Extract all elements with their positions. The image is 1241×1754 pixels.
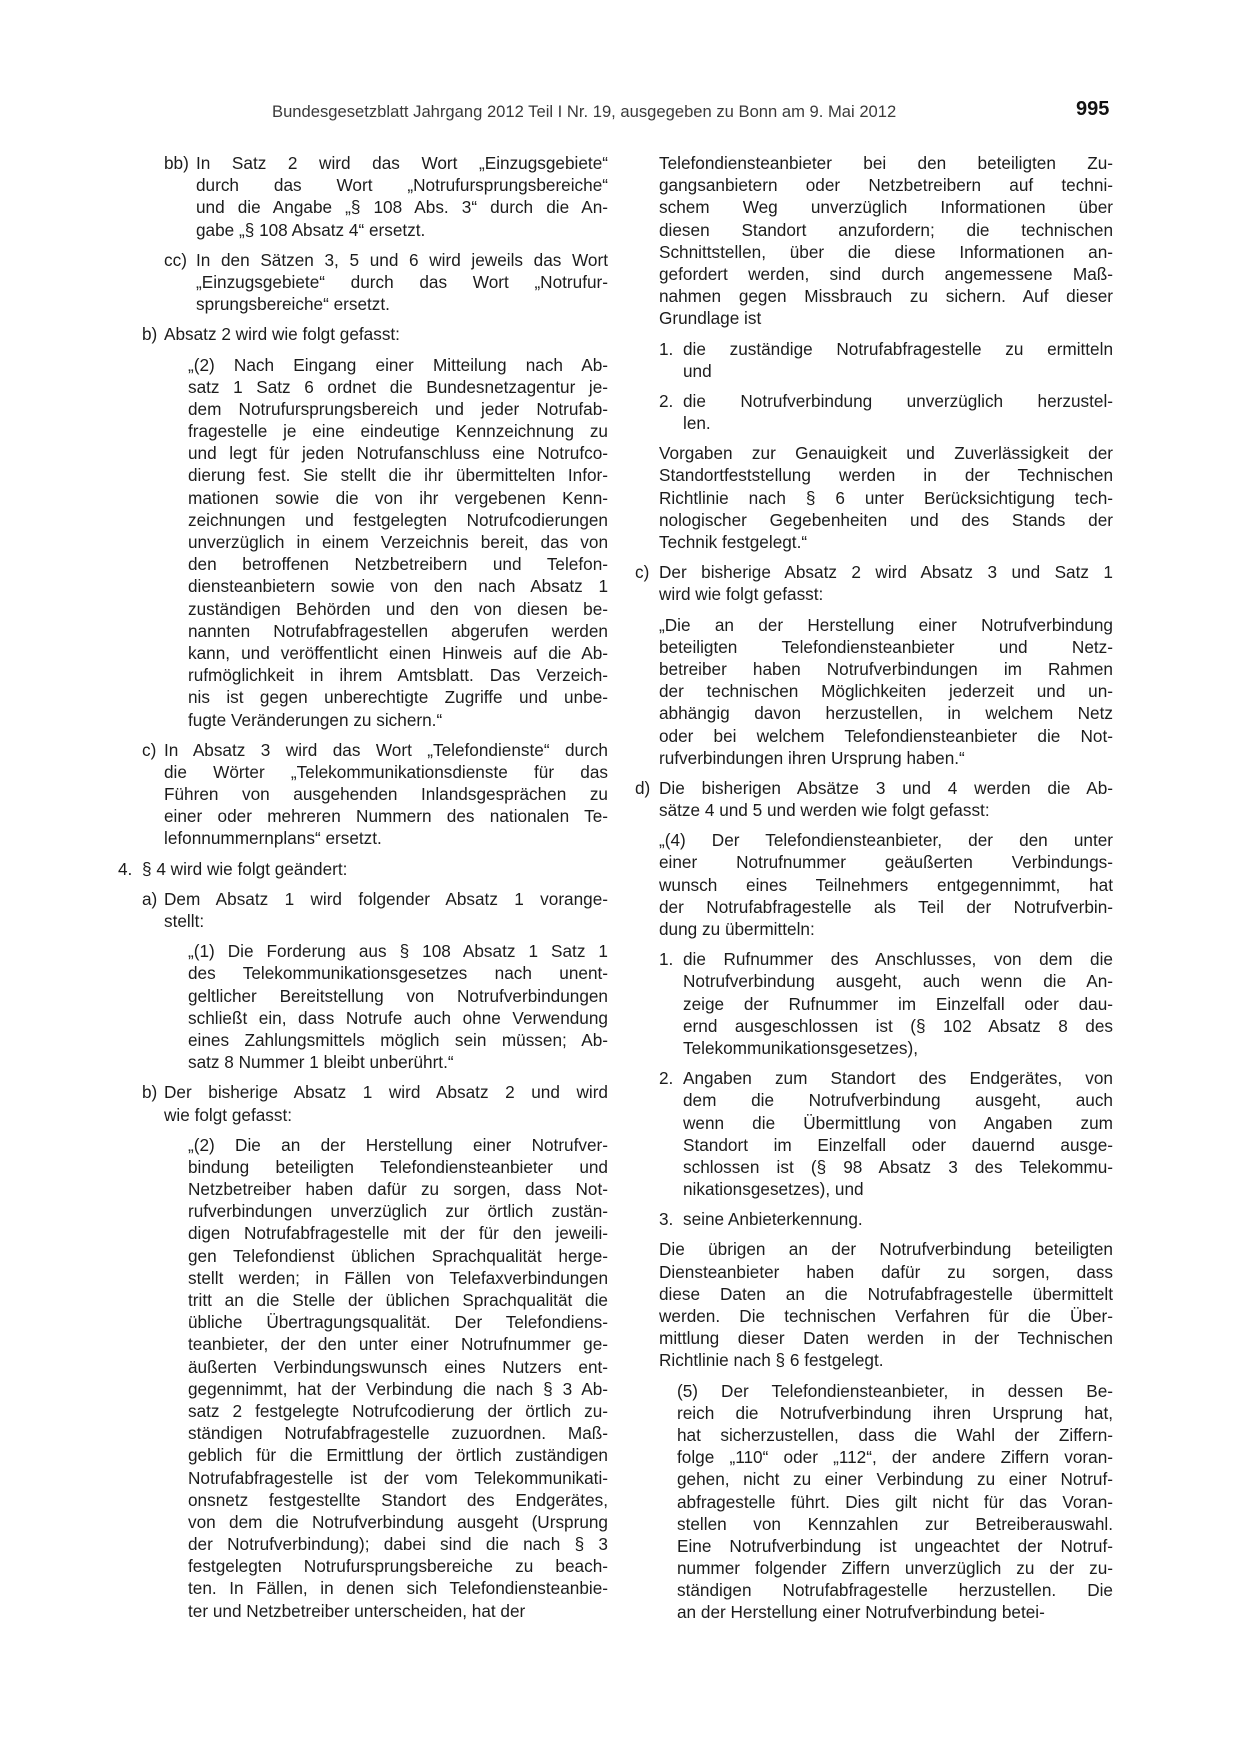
text-line: des Telekommunikationsgesetzes nach unent- xyxy=(188,963,608,984)
text-line: und legt für jeden Notrufanschluss eine Notrufco- xyxy=(188,443,608,464)
text-line: einer oder mehreren Nummern des nationalen Te- xyxy=(164,806,608,827)
text-line: Der bisherige Absatz 1 wird Absatz 2 und wird xyxy=(164,1082,608,1103)
text-line: der technischen Möglichkeiten jederzeit und un- xyxy=(659,681,1113,702)
text-line: Führen von ausgehenden Inlandsgesprächen zu xyxy=(164,784,608,805)
text-line: Dem Absatz 1 wird folgender Absatz 1 vorange- xyxy=(164,888,608,909)
enumerated-item xyxy=(659,1067,1113,1200)
text-line: § 4 wird wie folgt geändert: xyxy=(142,858,348,879)
enumerated-item xyxy=(132,739,608,850)
text-line: digen Notrufabfragestelle mit der für den jeweili- xyxy=(188,1223,608,1244)
text-line: onsnetz festgestellte Standort des Endgerätes, xyxy=(188,1489,608,1510)
text-line: Richtlinie nach § 6 unter Berücksichtigung tech- xyxy=(659,487,1113,508)
text-line: Standort im Einzelfall oder dauernd ausge- xyxy=(683,1134,1113,1155)
text-line: den betroffenen Netzbetreibern und Telefon- xyxy=(188,554,608,575)
text-line: Vorgaben zur Genauigkeit und Zuverlässigkeit der xyxy=(659,443,1113,464)
text-line: wie folgt gefasst: xyxy=(164,1104,293,1125)
item-label: a) xyxy=(142,888,158,909)
text-line: gefordert werden, sind durch angemessene Maß- xyxy=(659,263,1113,284)
item-label: c) xyxy=(142,739,157,760)
text-line: rufverbindungen unverzüglich zur örtlich zustän- xyxy=(188,1201,608,1222)
text-line: „(2) Nach Eingang einer Mitteilung nach Ab- xyxy=(188,354,608,375)
item-label: b) xyxy=(142,324,158,345)
text-line: rufmöglichkeit in ihrem Amtsblatt. Das Verzeich- xyxy=(188,665,608,686)
text-line: Notrufabfragestelle ist der vom Telekommunikati- xyxy=(188,1467,608,1488)
text-line: (5) Der Telefondiensteanbieter, in dessen Be- xyxy=(677,1380,1113,1401)
text-line: In den Sätzen 3, 5 und 6 wird jeweils das Wort xyxy=(196,249,608,270)
text-line: Standortfeststellung werden in der Technischen xyxy=(659,465,1113,486)
text-line: gegennimmt, hat der Verbindung die nach § 3 Ab- xyxy=(188,1378,608,1399)
text-line: gen Telefondienst üblichen Sprachqualität herge- xyxy=(188,1245,608,1266)
text-line: wird wie folgt gefasst: xyxy=(659,584,824,605)
text-line: Telekommunikationsgesetzes), xyxy=(683,1037,919,1058)
text-line: die zuständige Notrufabfragestelle zu ermitteln xyxy=(683,338,1113,359)
text-line: ernd ausgeschlossen ist (§ 102 Absatz 8 des xyxy=(683,1015,1113,1036)
text-line: len. xyxy=(683,413,711,434)
text-line: Die übrigen an der Notrufverbindung beteiligten xyxy=(659,1239,1113,1260)
text-line: ständigen Notrufabfragestelle zuzuordnen. Maß- xyxy=(188,1423,608,1444)
text-line: „(1) Die Forderung aus § 108 Absatz 1 Satz 1 xyxy=(188,941,608,962)
text-line: äußerten Verbindungswunsch eines Nutzers ent- xyxy=(188,1356,608,1377)
text-line: stellen von Kennzahlen zur Betreiberauswahl. xyxy=(677,1513,1113,1534)
text-line: Netzbetreiber haben dafür zu sorgen, dass Not- xyxy=(188,1179,608,1200)
text-line: betreiber haben Notrufverbindungen im Rahmen xyxy=(659,658,1113,679)
text-line: nannten Notrufabfragestellen abgerufen werden xyxy=(188,620,608,641)
text-line: festgelegten Notrufursprungsbereiche zu beach- xyxy=(188,1556,608,1577)
text-line: kann, und veröffentlicht einen Hinweis auf die Ab- xyxy=(188,642,608,663)
item-label: 2. xyxy=(659,1068,674,1089)
text-line: Technik festgelegt.“ xyxy=(659,532,808,552)
text-line: wunsch eines Teilnehmers entgegennimmt, hat xyxy=(659,874,1113,895)
paragraph xyxy=(659,152,1113,330)
text-line: dem Notrufursprungsbereich und jeder Notrufab- xyxy=(188,398,608,419)
page-number: 995 xyxy=(1076,98,1110,120)
item-label: 4. xyxy=(118,858,133,879)
text-line: gabe „§ 108 Absatz 4“ ersetzt. xyxy=(196,219,426,240)
enumerated-item xyxy=(132,249,608,316)
text-line: hat sicherzustellen, dass die Wahl der Ziffern- xyxy=(677,1424,1113,1445)
text-line: ter und Netzbetreiber unterscheiden, hat der xyxy=(188,1600,526,1621)
item-label: bb) xyxy=(164,153,189,173)
text-line: geltlicher Bereitstellung von Notrufverbindungen xyxy=(188,985,608,1006)
left-text-column xyxy=(118,152,608,1630)
text-line: folge „110“ oder „112“, der andere Ziffern voran- xyxy=(677,1447,1113,1468)
text-line: der Notrufverbindung); dabei sind die nach § 3 xyxy=(188,1534,608,1555)
text-line: abfragestelle führt. Dies gilt nicht für das Voran- xyxy=(677,1491,1113,1512)
text-line: In Satz 2 wird das Wort „Einzugsgebiete“ xyxy=(196,153,608,173)
text-line: von dem die Notrufverbindung ausgeht (Ursprung xyxy=(188,1511,608,1532)
text-line: an der Herstellung einer Notrufverbindung betei- xyxy=(677,1602,1045,1623)
text-line: nis ist gegen unberechtigte Zugriffe und unbe- xyxy=(188,687,608,708)
text-line: Diensteanbieter haben dafür zu sorgen, dass xyxy=(659,1261,1113,1282)
text-line: schließt ein, dass Notrufe auch ohne Verwendung xyxy=(188,1007,608,1028)
enumerated-item xyxy=(659,948,1113,1059)
text-line: diesen Standort anzufordern; die technischen xyxy=(659,219,1113,240)
paragraph xyxy=(132,354,608,731)
paragraph xyxy=(659,829,1113,940)
enumerated-item xyxy=(635,777,1113,821)
text-line: der Notrufabfragestelle als Teil der Notrufverbin- xyxy=(659,896,1113,917)
text-line: In Absatz 3 wird das Wort „Telefondienste“ durch xyxy=(164,739,608,760)
item-label: b) xyxy=(142,1082,158,1103)
text-line: diese Daten an die Notrufabfragestelle übermittelt xyxy=(659,1283,1113,1304)
text-line: gangsanbietern oder Netzbetreibern auf techni- xyxy=(659,175,1113,196)
text-line: und xyxy=(683,360,712,381)
text-line: eines Zahlungsmittels möglich sein müssen; Ab- xyxy=(188,1029,608,1050)
enumerated-item xyxy=(659,1208,1113,1230)
text-line: „(4) Der Telefondiensteanbieter, der den unter xyxy=(659,830,1113,851)
text-line: durch das Wort „Notrufursprungsbereiche“ xyxy=(196,175,608,196)
text-line: fragestelle je eine eindeutige Kennzeichnung zu xyxy=(188,421,608,442)
text-line: satz 1 Satz 6 ordnet die Bundesnetzagentur je- xyxy=(188,376,608,397)
text-line: stellt: xyxy=(164,911,205,931)
text-line: dierung fest. Sie stellt die ihr übermittelten Infor- xyxy=(188,465,608,486)
text-line: nahmen gegen Missbrauch zu sichern. Auf dieser xyxy=(659,286,1113,307)
item-label: c) xyxy=(635,562,650,583)
text-line: abhängig davon herzustellen, in welchem Netz xyxy=(659,703,1113,724)
text-line: Notrufverbindung ausgeht, auch wenn die An- xyxy=(683,971,1113,992)
paragraph xyxy=(132,1134,608,1622)
text-line: Die bisherigen Absätze 3 und 4 werden die Ab- xyxy=(659,777,1113,798)
text-line: bindung beteiligten Telefondiensteanbieter und xyxy=(188,1156,608,1177)
text-line: zuständigen Behörden und den von diesen be- xyxy=(188,598,608,619)
text-line: Telefondiensteanbieter bei den beteiligten Zu- xyxy=(659,153,1113,173)
text-line: Absatz 2 wird wie folgt gefasst: xyxy=(164,324,400,345)
text-line: sätze 4 und 5 und werden wie folgt gefasst: xyxy=(659,800,990,821)
paragraph xyxy=(659,614,1113,769)
text-line: werden. Die technischen Verfahren für die Über- xyxy=(659,1306,1113,1326)
enumerated-item xyxy=(132,152,608,241)
text-line: mationen sowie die von ihr vergebenen Kenn- xyxy=(188,487,608,508)
text-line: „Die an der Herstellung einer Notrufverbindung xyxy=(659,614,1113,635)
text-line: nologischer Gegebenheiten und des Stands der xyxy=(659,509,1113,530)
text-line: rufverbindungen ihren Ursprung haben.“ xyxy=(659,747,965,768)
item-label: 1. xyxy=(659,338,674,359)
text-line: Richtlinie nach § 6 festgelegt. xyxy=(659,1350,884,1371)
item-label: 2. xyxy=(659,390,674,411)
text-line: übliche Übertragungsqualität. Der Telefondiens- xyxy=(188,1312,608,1333)
text-line: tritt an die Stelle der üblichen Sprachqualität die xyxy=(188,1290,608,1310)
text-line: Grundlage ist xyxy=(659,308,762,329)
text-line: seine Anbieterkennung. xyxy=(683,1209,863,1230)
text-line: Angaben zum Standort des Endgerätes, von xyxy=(683,1068,1113,1089)
text-line: die Notrufverbindung unverzüglich herzustel- xyxy=(683,390,1113,411)
text-line: Der bisherige Absatz 2 wird Absatz 3 und Satz 1 xyxy=(659,562,1113,583)
paragraph xyxy=(132,940,608,1073)
paragraph xyxy=(659,1380,1113,1624)
text-line: einer Notrufnummer geäußerten Verbindungs- xyxy=(659,852,1113,873)
text-line: stellt werden; in Fällen von Telefaxverbindungen xyxy=(188,1267,608,1288)
gazette-header-title: Bundesgesetzblatt Jahrgang 2012 Teil I Nr. 19, ausgegeben zu Bonn am 9. Mai 2012 xyxy=(272,102,897,121)
text-line: und die Angabe „§ 108 Abs. 3“ durch die An- xyxy=(196,197,608,218)
text-line: sprungsbereiche“ ersetzt. xyxy=(196,294,390,315)
running-header xyxy=(0,98,1241,128)
enumerated-item xyxy=(132,1081,608,1125)
paragraph xyxy=(659,1238,1113,1371)
text-line: diensteanbietern sowie von den nach Absatz 1 xyxy=(188,576,608,597)
enumerated-item xyxy=(659,390,1113,434)
text-line: reich die Notrufverbindung ihren Ursprung hat, xyxy=(677,1402,1113,1423)
text-line: schlossen ist (§ 98 Absatz 3 des Telekommu- xyxy=(683,1156,1113,1177)
enumerated-item xyxy=(132,323,608,345)
text-line: nikationsgesetzes), und xyxy=(683,1179,864,1200)
text-line: beteiligten Telefondiensteanbieter und Netz- xyxy=(659,636,1113,657)
text-line: die Rufnummer des Anschlusses, von dem die xyxy=(683,949,1113,970)
text-line: „(2) Die an der Herstellung einer Notrufver- xyxy=(188,1134,608,1155)
text-line: dung zu übermitteln: xyxy=(659,919,815,939)
enumerated-item xyxy=(635,561,1113,605)
text-line: fugte Veränderungen zu sichern.“ xyxy=(188,709,443,730)
text-line: lefonnummernplans“ ersetzt. xyxy=(164,828,382,849)
text-line: geblich für die Ermittlung der örtlich zuständigen xyxy=(188,1445,608,1466)
text-line: teanbieter, der den unter einer Notrufnummer ge- xyxy=(188,1334,608,1355)
text-line: mittlung dieser Daten werden in der Technischen xyxy=(659,1328,1113,1349)
enumerated-item xyxy=(118,858,608,880)
paragraph xyxy=(659,442,1113,553)
text-line: unverzüglich in einem Verzeichnis bereit, das von xyxy=(188,532,608,552)
text-line: zeichnungen und festgelegten Notrufcodierungen xyxy=(188,509,608,530)
text-line: satz 2 festgelegte Notrufcodierung der örtlich zu- xyxy=(188,1400,608,1421)
text-line: ten. In Fällen, in denen sich Telefondiensteanbie- xyxy=(188,1578,608,1599)
text-line: die Wörter „Telekommunikationsdienste für das xyxy=(164,761,608,782)
item-label: d) xyxy=(635,777,651,798)
text-line: satz 8 Nummer 1 bleibt unberührt.“ xyxy=(188,1052,454,1073)
text-line: nummer folgender Ziffern unverzüglich zu der zu- xyxy=(677,1558,1113,1579)
item-label: 3. xyxy=(659,1209,674,1230)
text-line: schem Weg unverzüglich Informationen über xyxy=(659,197,1113,218)
text-line: „Einzugsgebiete“ durch das Wort „Notrufur- xyxy=(196,271,608,292)
enumerated-item xyxy=(132,888,608,932)
text-line: oder bei welchem Telefondiensteanbieter die Not- xyxy=(659,725,1113,746)
item-label: 1. xyxy=(659,949,674,970)
text-line: zeige der Rufnummer im Einzelfall oder dau- xyxy=(683,993,1113,1014)
text-line: dem die Notrufverbindung ausgeht, auch xyxy=(683,1090,1113,1111)
text-line: ständigen Notrufabfragestelle herzustellen. Die xyxy=(677,1580,1113,1601)
text-line: Eine Notrufverbindung ist ungeachtet der Notruf- xyxy=(677,1535,1113,1556)
enumerated-item xyxy=(659,338,1113,382)
text-line: gehen, nicht zu einer Verbindung zu einer Notruf- xyxy=(677,1469,1113,1490)
item-label: cc) xyxy=(164,249,187,270)
right-text-column xyxy=(635,152,1113,1632)
text-line: Schnittstellen, über die diese Informationen an- xyxy=(659,241,1113,262)
text-line: wenn die Übermittlung von Angaben zum xyxy=(683,1112,1113,1133)
